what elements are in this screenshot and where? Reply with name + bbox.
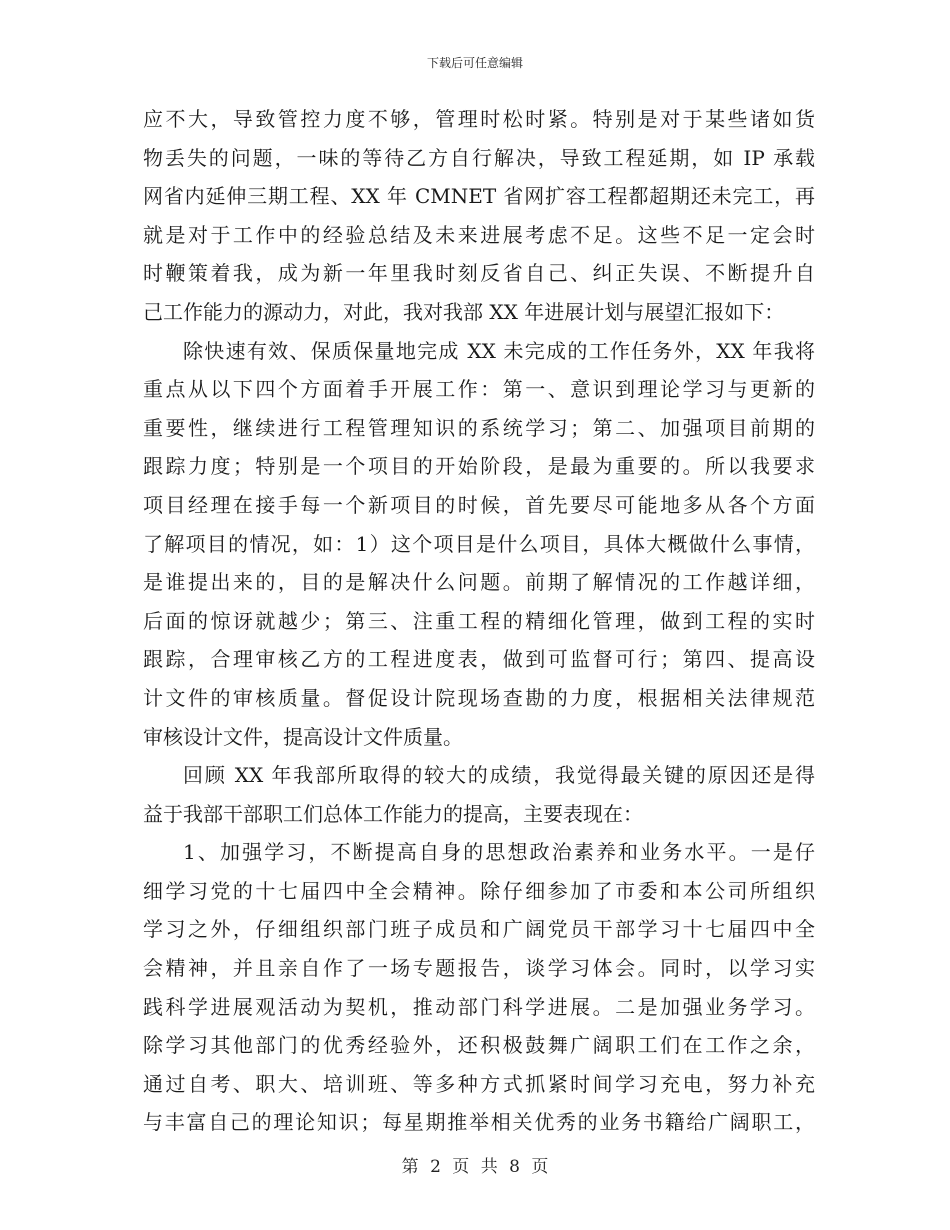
text-line: 除学习其他部门的优秀经验外，还积极鼓舞广阔职工们在工作之余， <box>143 1033 815 1058</box>
text-line: 学习之外，仔细组织部门班子成员和广阔党员干部学习十七届四中全 <box>143 917 815 942</box>
text-line: 网省内延伸三期工程、XX 年 CMNET 省网扩容工程都超期还未完工，再 <box>143 184 815 209</box>
text-line: 己工作能力的源动力，对此，我对我部 XX 年进展计划与展望汇报如下： <box>143 299 785 324</box>
text-line: 细学习党的十七届四中全会精神。除仔细参加了市委和本公司所组织 <box>143 878 815 903</box>
page-number-footer: 第 2 页 共 8 页 <box>401 1157 549 1177</box>
text-line: 与丰富自己的理论知识；每星期推举相关优秀的业务书籍给广阔职工， <box>143 1110 815 1135</box>
text-line: 重点从以下四个方面着手开展工作：第一、意识到理论学习与更新的 <box>143 377 815 402</box>
text-line: 物丢失的问题，一味的等待乙方自行解决，导致工程延期，如 IP 承载 <box>143 145 815 170</box>
text-line: 通过自考、职大、培训班、等多种方式抓紧时间学习充电，努力补充 <box>143 1071 815 1096</box>
text-line: 1、加强学习，不断提高自身的思想政治素养和业务水平。一是仔 <box>183 840 815 865</box>
text-line: 践科学进展观活动为契机，推动部门科学进展。二是加强业务学习。 <box>143 994 815 1019</box>
text-line: 益于我部干部职工们总体工作能力的提高，主要表现在： <box>143 801 643 826</box>
text-line: 就是对于工作中的经验总结及未来进展考虑不足。这些不足一定会时 <box>143 222 815 247</box>
text-line: 跟踪，合理审核乙方的工程进度表，做到可监督可行；第四、提高设 <box>143 647 815 672</box>
document-body <box>143 100 815 1142</box>
text-line: 了解项目的情况，如：1）这个项目是什么项目，具体大概做什么事情， <box>143 531 815 556</box>
page-header-note: 下载后可任意编辑 <box>426 56 523 70</box>
text-line: 后面的惊讶就越少；第三、注重工程的精细化管理，做到工程的实时 <box>143 608 815 633</box>
text-line: 应不大，导致管控力度不够，管理时松时紧。特别是对于某些诸如货 <box>143 107 815 131</box>
text-line: 会精神，并且亲自作了一场专题报告，谈学习体会。同时，以学习实 <box>143 956 815 981</box>
text-line: 除快速有效、保质保量地完成 XX 未完成的工作任务外，XX 年我将 <box>183 338 815 363</box>
text-line: 项目经理在接手每一个新项目的时候，首先要尽可能地多从各个方面 <box>143 492 815 517</box>
text-line: 计文件的审核质量。督促设计院现场查勘的力度，根据相关法律规范 <box>143 685 815 710</box>
text-line: 重要性，继续进行工程管理知识的系统学习；第二、加强项目前期的 <box>143 415 815 440</box>
text-line: 回顾 XX 年我部所取得的较大的成绩，我觉得最关键的原因还是得 <box>183 763 815 788</box>
text-line: 时鞭策着我，成为新一年里我时刻反省自己、纠正失误、不断提升自 <box>143 261 815 286</box>
text-line: 是谁提出来的，目的是解决什么问题。前期了解情况的工作越详细， <box>143 570 815 595</box>
text-line: 审核设计文件，提高设计文件质量。 <box>143 724 463 749</box>
text-line: 跟踪力度；特别是一个项目的开始阶段，是最为重要的。所以我要求 <box>143 454 815 479</box>
